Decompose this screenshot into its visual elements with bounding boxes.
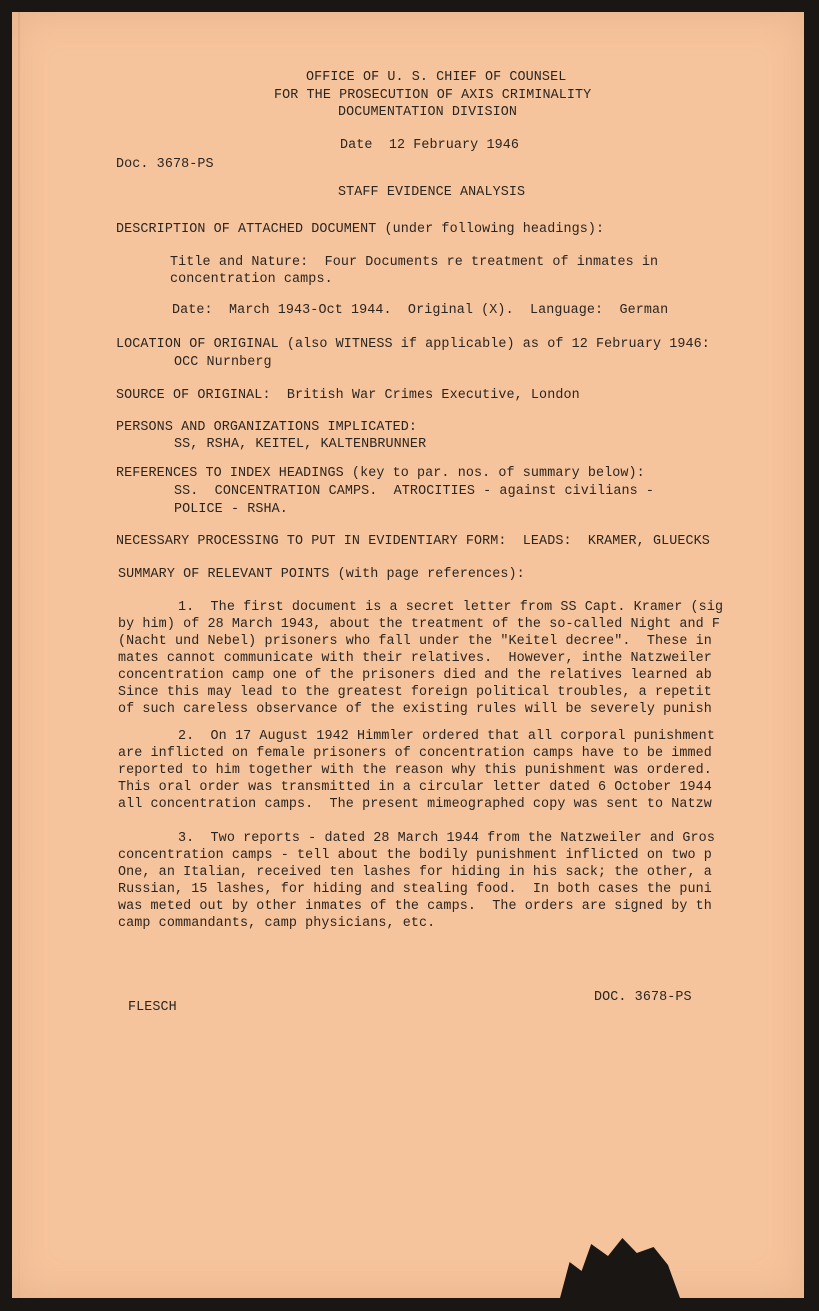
summary-p1-line: of such careless observance of the existing rules will be severely punish — [118, 702, 712, 717]
summary-p1-line: mates cannot communicate with their relatives. However, inthe Natzweiler — [118, 651, 712, 666]
references-line-1: SS. CONCENTRATION CAMPS. ATROCITIES - against civilians - — [174, 484, 655, 499]
summary-p2-line: all concentration camps. The present mimeographed copy was sent to Natzw — [118, 797, 712, 812]
summary-p1-line: concentration camp one of the prisoners died and the relatives learned ab — [118, 668, 712, 683]
header-line-2: FOR THE PROSECUTION OF AXIS CRIMINALITY — [274, 88, 592, 103]
references-heading: REFERENCES TO INDEX HEADINGS (key to par. nos. of summary below): — [116, 466, 645, 481]
summary-p2-line: reported to him together with the reason why this punishment was ordered. — [118, 763, 712, 778]
doc-number: Doc. 3678-PS — [116, 157, 214, 172]
summary-p1-line: (Nacht und Nebel) prisoners who fall under the "Keitel decree". These in — [118, 634, 712, 649]
summary-p3-line: 3. Two reports - dated 28 March 1944 from the Natzweiler and Gros — [178, 831, 715, 846]
date-line: Date: March 1943-Oct 1944. Original (X). Language: German — [172, 303, 669, 318]
footer-doc-number: DOC. 3678-PS — [594, 990, 692, 1005]
summary-heading: SUMMARY OF RELEVANT POINTS (with page references): — [118, 567, 525, 582]
summary-p3-line: Russian, 15 lashes, for hiding and stealing food. In both cases the puni — [118, 882, 712, 897]
summary-p3-line: One, an Italian, received ten lashes for hiding in his sack; the other, a — [118, 865, 712, 880]
summary-p1-line: by him) of 28 March 1943, about the treatment of the so-called Night and F — [118, 617, 721, 632]
summary-p3-line: camp commandants, camp physicians, etc. — [118, 916, 436, 931]
summary-p3-line: was meted out by other inmates of the camps. The orders are signed by th — [118, 899, 712, 914]
header-date: Date 12 February 1946 — [340, 138, 519, 153]
description-heading: DESCRIPTION OF ATTACHED DOCUMENT (under following headings): — [116, 222, 605, 237]
form-title: STAFF EVIDENCE ANALYSIS — [338, 185, 526, 200]
summary-p1-line: Since this may lead to the greatest foreign political troubles, a repetit — [118, 685, 712, 700]
title-nature-line-1: Title and Nature: Four Documents re treatment of inmates in — [170, 255, 659, 270]
summary-p2-line: 2. On 17 August 1942 Himmler ordered that all corporal punishment — [178, 729, 715, 744]
header-line-1: OFFICE OF U. S. CHIEF OF COUNSEL — [306, 70, 567, 85]
references-line-2: POLICE - RSHA. — [174, 502, 288, 517]
analyst-name: FLESCH — [128, 1000, 177, 1015]
header-line-3: DOCUMENTATION DIVISION — [338, 105, 517, 120]
location-heading: LOCATION OF ORIGINAL (also WITNESS if applicable) as of 12 February 1946: — [116, 337, 710, 352]
persons-value: SS, RSHA, KEITEL, KALTENBRUNNER — [174, 437, 427, 452]
summary-p2-line: This oral order was transmitted in a circular letter dated 6 October 1944 — [118, 780, 712, 795]
source-line: SOURCE OF ORIGINAL: British War Crimes Executive, London — [116, 388, 580, 403]
summary-p2-line: are inflicted on female prisoners of concentration camps have to be immed — [118, 746, 712, 761]
location-value: OCC Nurnberg — [174, 355, 272, 370]
persons-heading: PERSONS AND ORGANIZATIONS IMPLICATED: — [116, 420, 418, 435]
title-nature-line-2: concentration camps. — [170, 272, 333, 287]
page-fold — [18, 12, 20, 1298]
summary-p3-line: concentration camps - tell about the bodily punishment inflicted on two p — [118, 848, 712, 863]
processing-line: NECESSARY PROCESSING TO PUT IN EVIDENTIARY FORM: LEADS: KRAMER, GLUECKS — [116, 534, 710, 549]
summary-p1-line: 1. The first document is a secret letter from SS Capt. Kramer (sig — [178, 600, 724, 615]
